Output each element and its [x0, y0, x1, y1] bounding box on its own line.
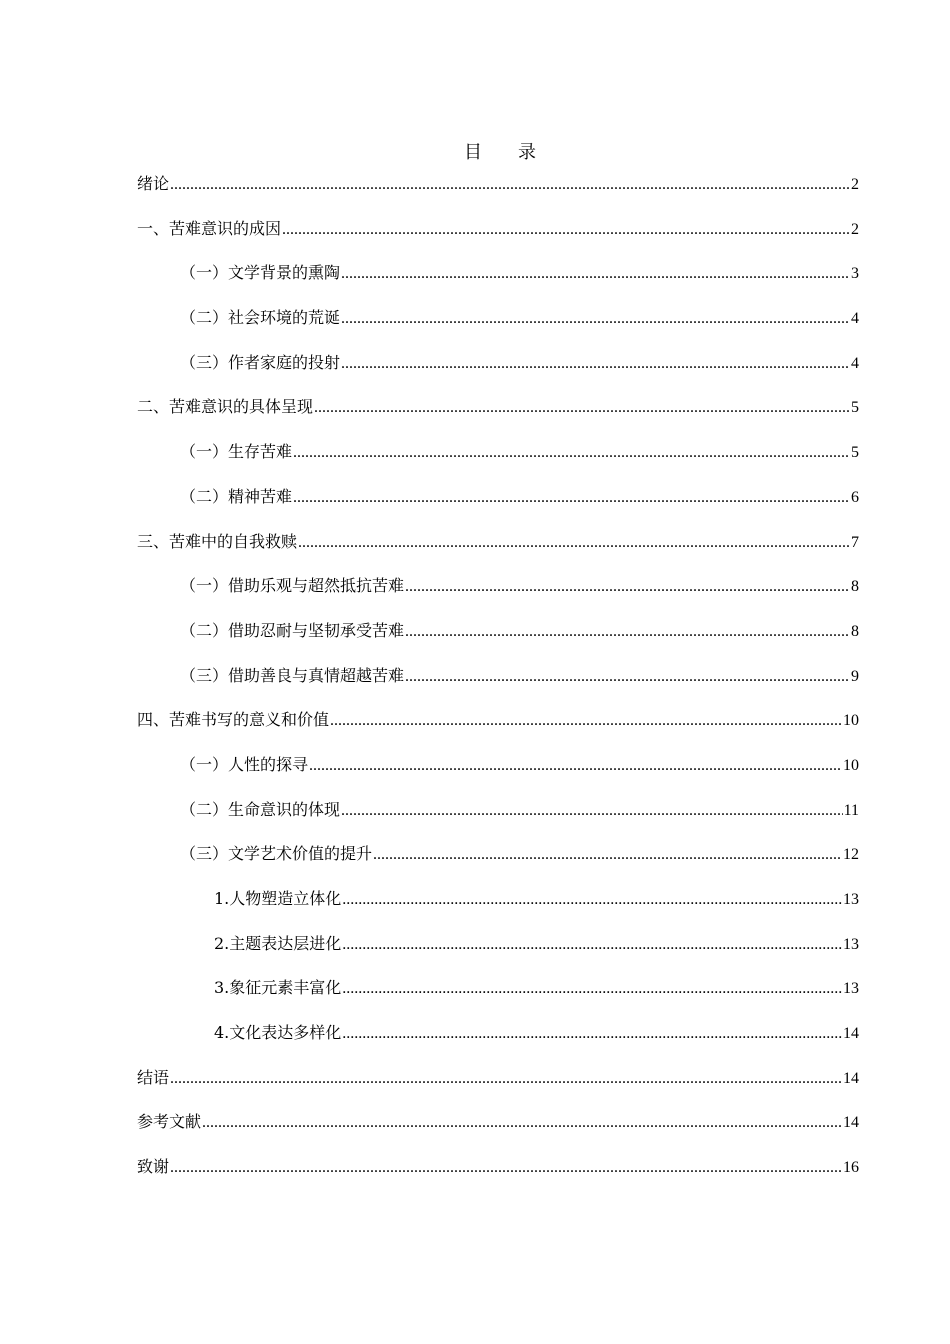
toc-dot-leader — [341, 307, 850, 331]
toc-page-number: 7 — [851, 533, 859, 551]
toc-dot-leader — [293, 441, 850, 465]
toc-dot-leader — [341, 352, 850, 376]
toc-entry-text: 2.主题表达层进化 — [214, 933, 342, 953]
toc-dot-leader — [342, 1022, 842, 1046]
toc-entry[interactable] — [137, 887, 859, 932]
toc-dot-leader — [170, 1156, 842, 1180]
toc-entry[interactable] — [137, 932, 859, 977]
toc-dot-leader — [341, 262, 850, 286]
toc-entry[interactable] — [137, 395, 859, 440]
table-of-contents — [137, 172, 859, 1200]
toc-entry-text: （一）文学背景的熏陶 — [180, 263, 341, 283]
toc-entry-text: 4.文化表达多样化 — [214, 1023, 342, 1043]
toc-entry-text: （二）借助忍耐与坚韧承受苦难 — [180, 620, 405, 640]
toc-entry-text: 1.人物塑造立体化 — [214, 889, 342, 908]
toc-dot-leader — [330, 709, 842, 733]
toc-entry-text: （二）社会环境的荒诞 — [180, 308, 341, 328]
toc-entry[interactable] — [137, 351, 859, 396]
toc-dot-leader — [405, 620, 850, 644]
toc-entry-text: 结语 — [137, 1067, 170, 1087]
toc-entry[interactable] — [137, 708, 859, 753]
toc-dot-leader — [342, 888, 842, 912]
toc-entry[interactable] — [137, 753, 859, 798]
toc-entry[interactable] — [137, 485, 859, 530]
toc-entry[interactable] — [137, 976, 859, 1021]
toc-entry[interactable] — [137, 1021, 859, 1066]
toc-entry[interactable] — [137, 619, 859, 664]
toc-entry-text: 绪论 — [137, 174, 170, 193]
toc-page-number: 14 — [843, 1114, 859, 1132]
toc-dot-leader — [170, 1067, 842, 1091]
toc-dot-leader — [314, 396, 850, 420]
toc-dot-leader — [202, 1111, 842, 1135]
toc-page-number: 6 — [851, 488, 859, 506]
toc-dot-leader — [405, 575, 850, 599]
toc-entry-text: （三）作者家庭的投射 — [180, 352, 341, 372]
toc-page-number: 9 — [851, 667, 859, 685]
toc-page-number: 2 — [851, 220, 859, 238]
toc-dot-leader — [341, 799, 843, 823]
toc-entry-text: （三）文学艺术价值的提升 — [180, 844, 373, 864]
toc-entry[interactable] — [137, 306, 859, 351]
toc-page-number: 8 — [851, 622, 859, 640]
toc-page-number: 10 — [843, 756, 859, 774]
toc-entry[interactable] — [137, 530, 859, 575]
toc-entry-text: （一）借助乐观与超然抵抗苦难 — [180, 576, 405, 596]
toc-entry-text: （二）精神苦难 — [180, 486, 293, 506]
toc-page-number: 4 — [851, 310, 859, 328]
toc-dot-leader — [293, 486, 850, 510]
toc-page-number: 14 — [843, 1025, 859, 1043]
toc-page-number: 5 — [851, 444, 859, 462]
toc-entry[interactable] — [137, 574, 859, 619]
toc-page-number: 5 — [851, 399, 859, 417]
toc-entry[interactable] — [137, 664, 859, 709]
toc-entry-text: 二、苦难意识的具体呈现 — [137, 397, 314, 417]
toc-entry[interactable] — [137, 217, 859, 262]
toc-entry[interactable] — [137, 798, 859, 843]
toc-entry-text: 四、苦难书写的意义和价值 — [137, 710, 330, 730]
toc-dot-leader — [342, 933, 842, 957]
toc-entry[interactable] — [137, 1155, 859, 1200]
toc-page-number: 10 — [843, 712, 859, 730]
toc-dot-leader — [309, 754, 842, 778]
toc-page-number: 11 — [843, 801, 859, 819]
toc-entry-text: 三、苦难中的自我救赎 — [137, 531, 298, 551]
toc-entry-text: （二）生命意识的体现 — [180, 799, 341, 819]
toc-entry[interactable] — [137, 440, 859, 485]
toc-dot-leader — [405, 665, 850, 689]
toc-dot-leader — [298, 531, 850, 555]
toc-entry-text: 致谢 — [137, 1157, 170, 1177]
toc-page-number: 16 — [843, 1159, 859, 1177]
toc-page-number: 13 — [843, 935, 859, 953]
toc-dot-leader — [170, 173, 850, 197]
toc-entry[interactable] — [137, 261, 859, 306]
toc-dot-leader — [373, 843, 842, 867]
toc-entry-text: （一）人性的探寻 — [180, 754, 309, 774]
toc-page-number: 12 — [843, 846, 859, 864]
toc-page-number: 13 — [843, 980, 859, 998]
toc-dot-leader — [282, 218, 850, 242]
toc-entry[interactable] — [137, 1066, 859, 1111]
toc-page-number: 2 — [851, 176, 859, 193]
toc-entry-text: 一、苦难意识的成因 — [137, 218, 282, 238]
toc-entry-text: （三）借助善良与真情超越苦难 — [180, 665, 405, 685]
toc-entry-text: （一）生存苦难 — [180, 442, 293, 462]
toc-page-number: 4 — [851, 354, 859, 372]
toc-dot-leader — [342, 977, 842, 1001]
toc-page-number: 13 — [843, 891, 859, 908]
toc-entry[interactable] — [137, 842, 859, 887]
toc-page-number: 8 — [851, 578, 859, 596]
toc-entry[interactable] — [137, 1110, 859, 1155]
toc-page-number: 3 — [851, 265, 859, 283]
toc-title: 目 录 — [464, 142, 536, 163]
toc-entry-text: 参考文献 — [137, 1112, 202, 1132]
toc-page-number: 14 — [843, 1069, 859, 1087]
toc-entry[interactable] — [137, 172, 859, 217]
toc-entry-text: 3.象征元素丰富化 — [214, 978, 342, 998]
